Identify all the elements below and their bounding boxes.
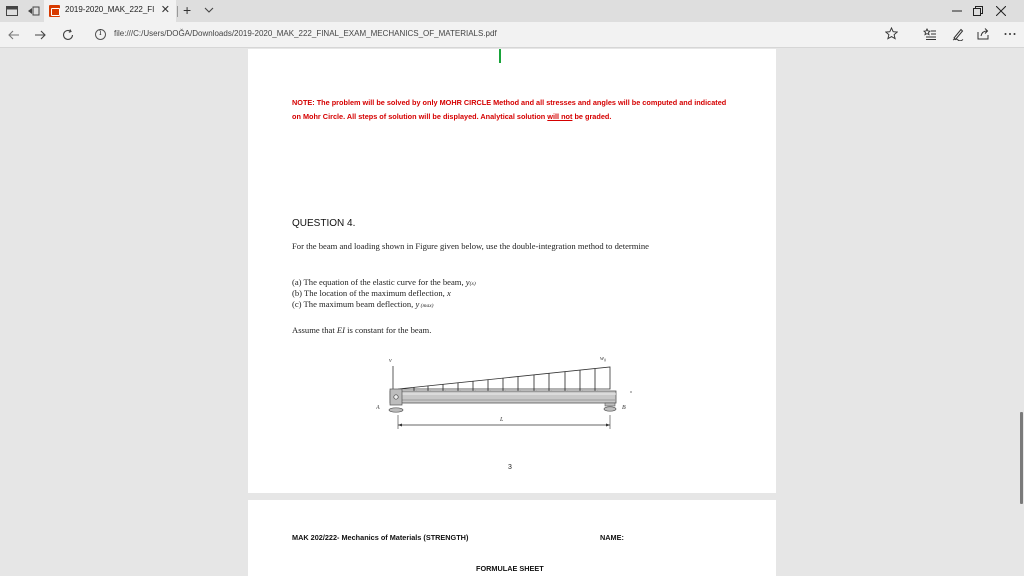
chevron-down-icon[interactable] <box>203 3 215 17</box>
forward-arrow-icon[interactable] <box>32 27 48 43</box>
url-text[interactable]: file:///C:/Users/DOĞA/Downloads/2019-2020_MAK_222_FINAL_EXAM_MECHANICS_OF_MATERIALS.pdf <box>114 29 497 38</box>
course-title: MAK 202/222- Mechanics of Materials (STRENGTH) <box>292 533 469 542</box>
more-options-icon[interactable] <box>1003 27 1017 41</box>
load-arrows <box>414 369 595 392</box>
back-arrow-icon[interactable] <box>6 27 22 43</box>
distributed-load-outline <box>398 367 610 389</box>
set-aside-tabs-icon[interactable] <box>26 4 40 18</box>
item-b: (b) The location of the maximum deflection, x <box>292 288 451 298</box>
note-underlined-text: will not <box>547 112 573 121</box>
pdf-icon <box>49 5 60 17</box>
text-cursor-marker <box>499 49 501 63</box>
item-a: (a) The equation of the elastic curve for the beam, y(x) <box>292 277 476 287</box>
label-v: v <box>389 358 392 364</box>
page-number: 3 <box>508 464 512 471</box>
address-bar[interactable] <box>92 26 912 44</box>
tab-close-button[interactable]: ✕ <box>160 4 170 16</box>
pdf-page-4 <box>248 500 776 576</box>
tab-title: 2019-2020_MAK_222_FI <box>65 5 155 14</box>
tab-separator <box>177 6 178 17</box>
tab-preview-icon[interactable] <box>5 4 19 18</box>
assumption-text: Assume that EI is constant for the beam. <box>292 325 432 335</box>
web-note-pen-icon[interactable] <box>951 27 965 41</box>
question-intro: For the beam and loading shown in Figure given below, use the double-integration method to determine <box>292 241 649 251</box>
pin-support-a <box>389 389 403 412</box>
refresh-icon[interactable] <box>60 27 76 43</box>
share-icon[interactable] <box>976 27 990 41</box>
active-tab[interactable] <box>44 0 176 22</box>
favorite-star-icon[interactable] <box>885 27 898 40</box>
navigation-bar <box>0 22 1024 48</box>
item-c: (c) The maximum beam deflection, y (max) <box>292 299 434 309</box>
pdf-viewer[interactable] <box>0 49 1024 576</box>
favorites-hub-icon[interactable] <box>923 27 937 41</box>
note-text: NOTE: The problem will be solved by only MOHR CIRCLE Method and all stresses and angles will be computed and indicated on Mohr Circle. All steps of solution will be displayed. Analytical solution <box>292 98 727 121</box>
label-B: B <box>622 405 626 411</box>
roller-support-b <box>604 403 616 411</box>
note-paragraph <box>292 96 732 124</box>
label-A: A <box>376 405 380 411</box>
note-end-text: be graded. <box>572 112 612 121</box>
label-w0: $w_0$ <box>600 356 607 363</box>
name-label: NAME: <box>600 533 624 542</box>
pdf-page-3 <box>248 49 776 493</box>
beam <box>390 391 616 403</box>
new-tab-button[interactable]: + <box>183 2 192 18</box>
label-L: L <box>500 417 504 423</box>
close-window-button[interactable] <box>978 0 1024 22</box>
formulae-sheet-title: FORMULAE SHEET <box>476 564 544 573</box>
beam-figure <box>376 351 646 451</box>
question-title: QUESTION 4. <box>292 218 356 229</box>
title-bar <box>0 0 1024 22</box>
site-info-icon[interactable] <box>95 29 106 40</box>
vertical-scrollbar[interactable] <box>1020 412 1023 504</box>
